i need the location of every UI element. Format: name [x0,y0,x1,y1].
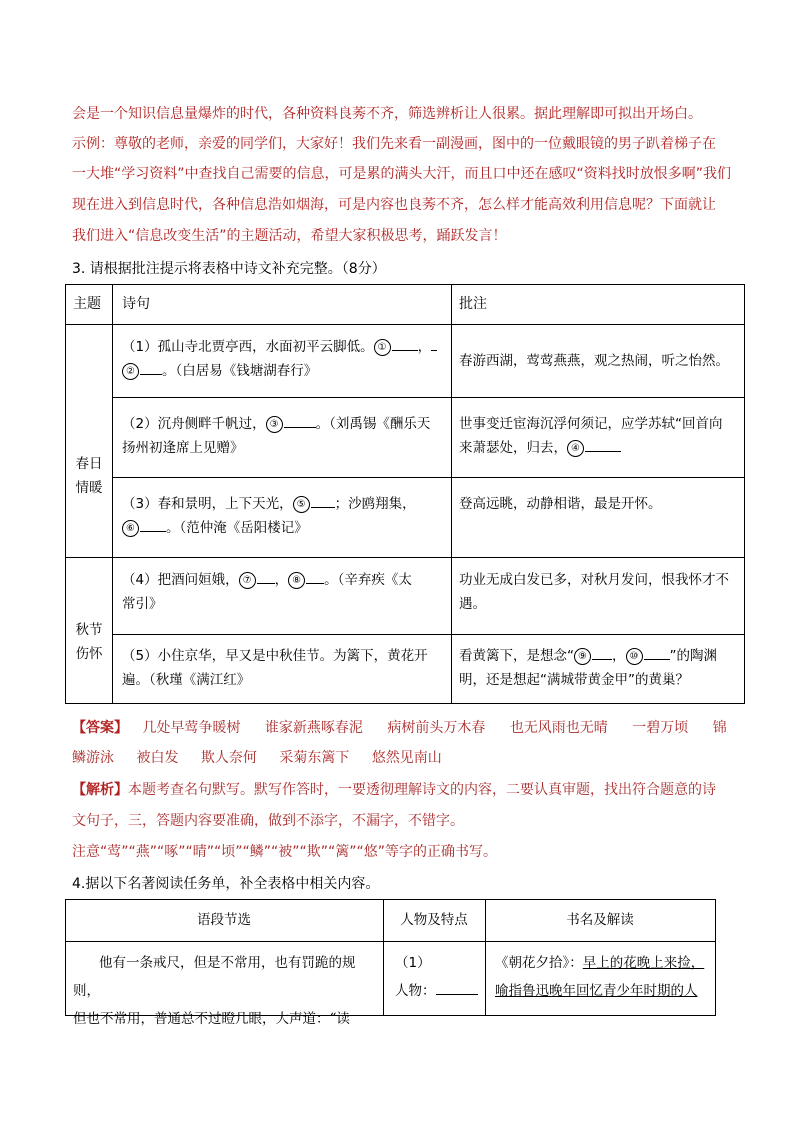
blank-number-8: ⑧ [288,572,305,589]
blank-number-4: ④ [567,440,584,457]
q4-title: 4.据以下名著阅读任务单，补全表格中相关内容。 [72,876,380,892]
blank-10[interactable] [644,659,670,660]
character-cell: （1） 人物： [395,949,483,1005]
header-note: 批注 [459,296,487,312]
blank-5[interactable] [311,507,335,508]
intro-line-2: 示例：尊敬的老师，亲爱的同学们，大家好！我们先来看一副漫画，图中的一位戴眼镜的男子趴着梯子在 [72,136,716,152]
blank-4[interactable] [585,451,621,452]
blank-2[interactable] [140,374,162,375]
answer-tag: 【答案】 [72,720,128,736]
theme-spring-line2: 情暖 [75,480,103,496]
note-row-5: 看黄篱下，是想念“ ⑨ ， ⑩ ”的陶渊 明，还是想起“满城带黄金甲”的黄巢？ [459,648,717,688]
theme-spring-line1: 春日 [75,456,103,472]
note-row-1: 春游西湖，莺莺燕燕，观之热闹，听之怡然。 [459,353,729,369]
q3-title: 3. 请根据批注提示将表格中诗文补充完整。（8分） [72,261,386,277]
blank-9[interactable] [592,659,612,660]
blank-number-7: ⑦ [239,572,256,589]
intro-line-4: 现在进入到信息时代，各种信息浩如烟海，可是内容也良莠不齐，怎么样才能高效利用信息呢？下面就让 [72,197,716,213]
analysis-line-3: 注意“莺”“燕”“啄”“晴”“顷”“鳞”“被”“欺”“篱”“悠”等字的正确书写。 [72,844,498,860]
blank-7[interactable] [257,583,275,584]
header-poem: 诗句 [122,296,150,312]
q4-table [65,899,715,1027]
blank-8[interactable] [306,583,324,584]
blank-number-9: ⑨ [574,648,591,665]
analysis-line-2: 文句子，三，答题内容要准确，做到不添字，不漏字，不错字。 [72,813,464,829]
poem-row-2: （2）沉舟侧畔千帆过， ③ 。（刘禹锡《酬乐天 扬州初逢席上见赠》 [122,416,431,456]
blank-number-5: ⑤ [293,496,310,513]
intro-line-5: 我们进入“信息改变生活”的主题活动，希望大家积极思考，踊跃发言！ [72,228,507,244]
theme-spring [69,452,109,500]
blank-number-2: ② [122,363,139,380]
answer-line-2: 鳞游泳 被白发 欺人奈何 采菊东篱下 悠然见南山 [72,750,442,766]
note-row-2: 世事变迁宦海沉浮何须记，应学苏轼“回首向 来萧瑟处，归去， ④ [459,416,723,456]
blank-number-6: ⑥ [122,520,139,537]
poem-row-1: （1）孤山寺北贾亭西，水面初平云脚低。 ① ， ② 。（白居易《钱塘湖春行》 [122,335,447,383]
header-excerpt: 语段节选 [197,912,251,928]
note-row-3: 登高远眺，动静相谐，最是开怀。 [459,496,662,512]
theme-autumn-line2: 伤怀 [75,646,103,662]
poem-row-3: （3）春和景明，上下天光， ⑤ ；沙鸥翔集， ⑥ 。（范仲淹《岳阳楼记》 [122,496,416,536]
character-blank[interactable] [436,994,478,995]
intro-line-1: 会是一个知识信息量爆炸的时代，各种资料良莠不齐，筛选辨析让人很累。据此理解即可拟出开场白。 [72,106,702,122]
theme-autumn [69,618,109,666]
blank-6[interactable] [140,531,166,532]
blank-3[interactable] [284,427,316,428]
header-book: 书名及解读 [566,912,634,928]
note-row-4: 功业无成白发已多，对秋月发问，恨我怀才不 遇。 [459,572,729,612]
blank-1[interactable] [392,350,418,351]
poem-row-4: （4）把酒问姮娥， ⑦ ， ⑧ 。（辛弃疾《太 常引》 [122,572,412,612]
excerpt-text: 他有一条戒尺，但是不常用，也有罚跪的规则， 但也不常用，普通总不过瞪几眼，大声道：“读 [73,955,356,1027]
blank-number-1: ① [374,339,391,356]
analysis-line-1: 【解析】本题考查名句默写。默写作答时，一要透彻理解诗文的内容，二要认真审题，找出符合题意的诗 [72,782,716,798]
blank-number-10: ⑩ [626,648,643,665]
q3-table [65,284,744,703]
header-character: 人物及特点 [400,912,468,928]
blank-number-3: ③ [266,416,283,433]
intro-line-3: 一大堆“学习资料”中查找自己需要的信息，可是累的满头大汗，而且口中还在感叹“资料找时放恨多啊”我们 [72,166,732,182]
book-cell: 《朝花夕拾》：早上的花晚上来捡， 喻指鲁迅晚年回忆青少年时期的人 [495,955,705,999]
poem-row-5: （5）小住京华，早又是中秋佳节。为篱下，黄花开 遍。（秋瑾《满江红》 [122,648,428,688]
header-theme: 主题 [73,296,101,312]
theme-autumn-line1: 秋节 [75,622,103,638]
analysis-tag: 【解析】 [72,782,128,798]
answer-line-1: 【答案】 几处早莺争暖树 谁家新燕啄春泥 病树前头万木春 也无风雨也无晴 一碧万顷 锦 [72,720,727,736]
